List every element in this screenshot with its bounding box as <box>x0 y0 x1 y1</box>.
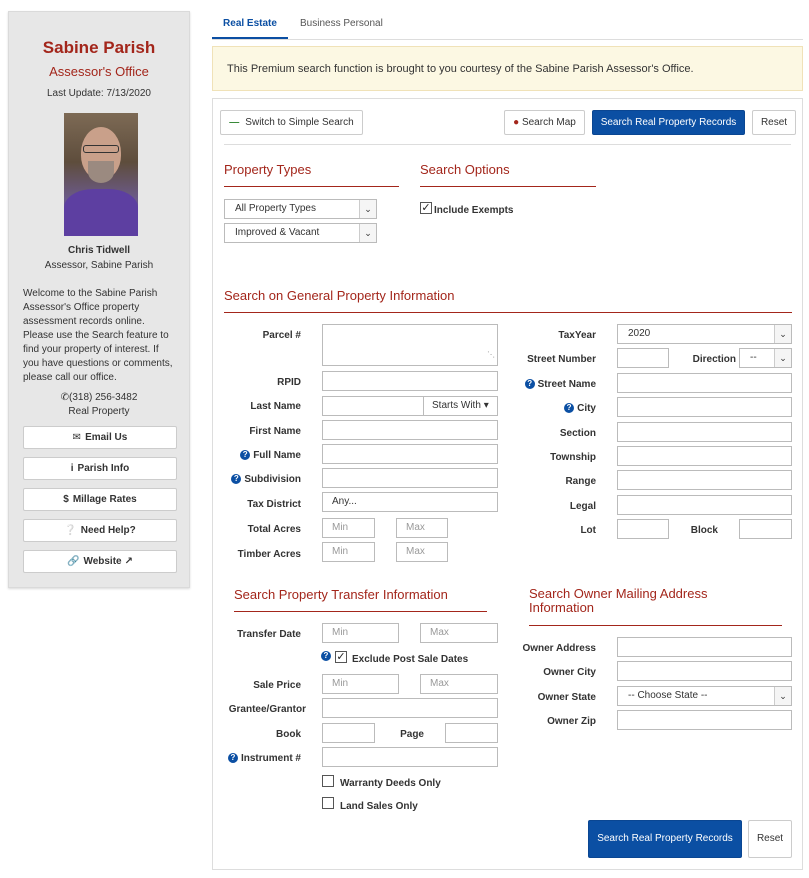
instrument-label <box>200 753 301 764</box>
assessor-name: Chris Tidwell <box>67 245 131 256</box>
assessor-role: Assessor, Sabine Parish <box>44 260 154 271</box>
direction-value: -- <box>750 352 757 363</box>
first-name-label: First Name <box>249 426 301 437</box>
lot-label: Lot <box>580 525 596 536</box>
tax-district-label: Tax District <box>247 499 301 510</box>
warranty-deeds-checkbox[interactable] <box>322 775 334 787</box>
full-name-input[interactable] <box>322 444 498 464</box>
city-input[interactable] <box>617 397 792 417</box>
switch-simple-search-button[interactable] <box>220 110 363 135</box>
owner-zip-label: Owner Zip <box>547 716 596 727</box>
phone-label: Real Property <box>68 406 130 417</box>
improvement-select[interactable] <box>224 223 377 243</box>
warranty-deeds-label: Warranty Deeds Only <box>340 778 441 789</box>
owner-state-select[interactable] <box>617 686 792 706</box>
include-exempts-checkbox[interactable]: ✓ <box>421 202 431 214</box>
office-name: Assessor's Office <box>49 64 149 79</box>
block-input[interactable] <box>739 519 792 539</box>
map-marker-icon: ● <box>513 117 520 128</box>
welcome-text: Welcome to the Sabine Parish Assessor's Office property assessment records online. Please use the Search feature to find your property of interest. If you have questions or comments, please call our office. <box>23 288 173 383</box>
sale-price-max-input[interactable]: Max <box>420 674 498 694</box>
street-number-input[interactable] <box>617 348 669 368</box>
info-icon: i <box>70 463 74 474</box>
subdivision-text: Subdivision <box>244 474 301 485</box>
minus-icon: — <box>229 117 240 128</box>
range-label: Range <box>565 476 596 487</box>
total-acres-label: Total Acres <box>247 524 301 535</box>
tax-year-select[interactable] <box>617 324 792 344</box>
assessor-photo <box>64 113 138 236</box>
transfer-date-min-input[interactable]: Min <box>322 623 399 643</box>
subdivision-input[interactable] <box>322 468 498 488</box>
section-input[interactable] <box>617 422 792 442</box>
full-name-text: Full Name <box>253 450 301 461</box>
transfer-date-label: Transfer Date <box>237 629 301 640</box>
chevron-down-icon: ⌄ <box>359 200 376 218</box>
sale-price-label: Sale Price <box>253 680 301 691</box>
subdivision-label <box>200 474 301 485</box>
exclude-post-sale-checkbox[interactable]: ✓ <box>336 651 346 663</box>
legal-label: Legal <box>569 501 596 512</box>
parish-name: Sabine Parish <box>42 38 156 57</box>
parish-info-label: Parish Info <box>77 463 130 474</box>
tax-district-input[interactable]: Any... <box>322 492 498 512</box>
search-map-label: Search Map <box>521 117 576 128</box>
parcel-input[interactable] <box>322 324 498 366</box>
direction-label: Direction <box>692 354 736 365</box>
transfer-info-underline <box>234 611 487 612</box>
tab-real-estate[interactable]: Real Estate <box>212 18 288 39</box>
owner-state-label: Owner State <box>537 692 596 703</box>
help-icon[interactable]: ? <box>321 651 331 661</box>
dollar-icon: $ <box>63 494 69 505</box>
legal-input[interactable] <box>617 495 792 515</box>
owner-city-input[interactable] <box>617 661 792 681</box>
starts-with-dropdown[interactable] <box>423 396 498 416</box>
rpid-input[interactable] <box>322 371 498 391</box>
caret-down-icon: ▾ <box>483 400 489 411</box>
township-label: Township <box>550 452 596 463</box>
email-us-label: Email Us <box>85 432 128 443</box>
timber-acres-max-input[interactable]: Max <box>396 542 448 562</box>
email-us-button[interactable] <box>23 426 177 449</box>
resize-handle-icon: ⋱ <box>487 350 495 359</box>
grantee-grantor-input[interactable] <box>322 698 498 718</box>
website-label: Website <box>83 556 122 567</box>
sale-price-min-input[interactable]: Min <box>322 674 399 694</box>
last-update: Last Update: 7/13/2020 <box>47 88 151 99</box>
external-link-icon: ↗ <box>124 556 133 567</box>
transfer-date-max-input[interactable]: Max <box>420 623 498 643</box>
help-icon[interactable]: ? <box>240 450 250 460</box>
land-sales-label: Land Sales Only <box>340 801 418 812</box>
street-number-label: Street Number <box>527 354 596 365</box>
rpid-label: RPID <box>277 377 301 388</box>
last-name-input[interactable] <box>322 396 424 416</box>
tax-year-label: TaxYear <box>558 330 596 341</box>
chevron-down-icon: ⌄ <box>359 224 376 242</box>
tab-divider <box>212 39 803 40</box>
footer-search-records-button[interactable]: Search Real Property Records <box>588 820 742 858</box>
lot-input[interactable] <box>617 519 669 539</box>
first-name-input[interactable] <box>322 420 498 440</box>
need-help-button[interactable] <box>23 519 177 542</box>
section-label: Section <box>559 428 596 439</box>
millage-rates-label: Millage Rates <box>72 494 137 505</box>
website-button[interactable] <box>23 550 177 573</box>
link-icon: 🔗 <box>66 556 80 567</box>
city-text: City <box>577 403 596 414</box>
search-options-title: Search Options <box>420 162 510 177</box>
page-input[interactable] <box>445 723 498 743</box>
township-input[interactable] <box>617 446 792 466</box>
street-name-text: Street Name <box>537 379 596 390</box>
block-label: Block <box>690 525 718 536</box>
total-acres-max-input[interactable]: Max <box>396 518 448 538</box>
search-map-button[interactable] <box>504 110 585 135</box>
timber-acres-min-input[interactable]: Min <box>322 542 375 562</box>
book-label: Book <box>276 729 301 740</box>
transfer-info-title: Search Property Transfer Information <box>234 587 448 602</box>
general-info-underline <box>224 312 792 313</box>
chevron-down-icon: ⌄ <box>774 687 791 705</box>
instrument-input[interactable] <box>322 747 498 767</box>
land-sales-checkbox[interactable] <box>322 797 334 809</box>
book-input[interactable] <box>322 723 375 743</box>
toolbar-separator <box>224 144 791 145</box>
page-label: Page <box>400 729 424 740</box>
improvement-value: Improved & Vacant <box>235 227 320 238</box>
phone <box>9 392 189 403</box>
help-icon[interactable]: ? <box>525 379 535 389</box>
property-types-underline <box>224 186 399 187</box>
total-acres-min-input[interactable]: Min <box>322 518 375 538</box>
owner-zip-input[interactable] <box>617 710 792 730</box>
switch-simple-search-label: Switch to Simple Search <box>245 117 354 128</box>
phone-number: (318) 256-3482 <box>69 392 138 403</box>
direction-select[interactable] <box>739 348 792 368</box>
chevron-down-icon: ⌄ <box>774 349 791 367</box>
premium-banner: This Premium search function is brought to you courtesy of the Sabine Parish Assessor's Office. <box>212 46 803 91</box>
search-options-underline <box>420 186 596 187</box>
tab-business-personal[interactable]: Business Personal <box>300 18 383 29</box>
footer-reset-button[interactable]: Reset <box>748 820 792 858</box>
property-types-title: Property Types <box>224 162 312 177</box>
starts-with-value: Starts With <box>432 400 481 411</box>
question-icon: ❔ <box>64 525 77 536</box>
grantee-grantor-label: Grantee/Grantor <box>228 704 306 715</box>
envelope-icon: ✉ <box>72 432 82 443</box>
owner-address-label: Owner Address <box>522 643 596 654</box>
street-name-label <box>500 379 596 390</box>
sidebar <box>8 11 190 588</box>
help-icon[interactable]: ? <box>231 474 241 484</box>
owner-city-label: Owner City <box>543 667 596 678</box>
property-type-value: All Property Types <box>235 203 316 214</box>
owner-address-input[interactable] <box>617 637 792 657</box>
phone-icon: ✆ <box>60 392 69 403</box>
street-name-input[interactable] <box>617 373 792 393</box>
help-icon[interactable]: ? <box>564 403 574 413</box>
include-exempts-label: Include Exempts <box>434 205 514 216</box>
owner-address-title: Search Owner Mailing Address Information <box>529 586 708 615</box>
parish-info-button[interactable] <box>23 457 177 480</box>
owner-state-value: -- Choose State -- <box>628 690 708 701</box>
last-name-label: Last Name <box>250 401 301 412</box>
tax-year-value: 2020 <box>628 328 651 339</box>
reset-button[interactable]: Reset <box>752 110 796 135</box>
need-help-label: Need Help? <box>80 525 136 536</box>
millage-rates-button[interactable] <box>23 488 177 511</box>
timber-acres-label: Timber Acres <box>237 549 301 560</box>
general-info-title: Search on General Property Information <box>224 288 455 303</box>
instrument-text: Instrument # <box>240 753 301 764</box>
search-records-button[interactable]: Search Real Property Records <box>592 110 745 135</box>
range-input[interactable] <box>617 470 792 490</box>
full-name-label <box>200 450 301 461</box>
exclude-post-sale-label: Exclude Post Sale Dates <box>352 654 469 665</box>
help-icon[interactable]: ? <box>228 753 238 763</box>
property-type-select[interactable] <box>224 199 377 219</box>
city-label <box>500 403 596 414</box>
owner-address-underline <box>529 625 782 626</box>
chevron-down-icon: ⌄ <box>774 325 791 343</box>
parcel-label: Parcel # <box>262 330 301 341</box>
